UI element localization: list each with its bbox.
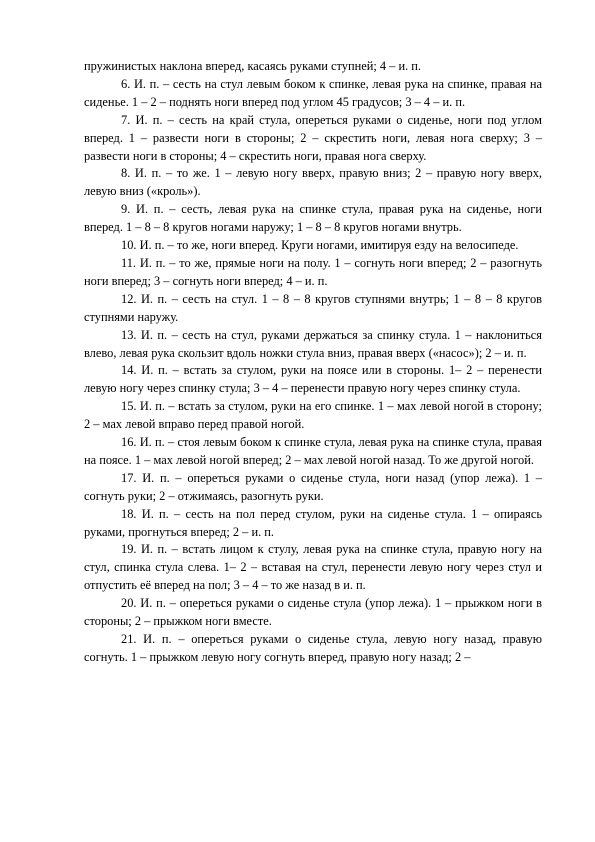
body-text [84, 58, 542, 667]
exercise-15: 15. И. п. – встать за стулом, руки на его спинке. 1 – мах левой ногой в сторону; 2 – мах левой вправо перед правой ногой. [84, 399, 542, 432]
exercise-12: 12. И. п. – сесть на стул. 1 – 8 – 8 кругов ступнями внутрь; 1 – 8 – 8 кругов ступнями наружу. [84, 291, 542, 324]
exercise-7: 7. И. п. – сесть на край стула, опереться руками о сиденье, ноги под углом вперед. 1 – развести ноги в стороны; 2 – скрестить ноги, левая нога сверху; 3 – развести ноги в стороны; 4 – скрестить ноги, правая нога сверху. [84, 112, 542, 163]
exercise-11: 11. И. п. – то же, прямые ноги на полу. 1 – согнуть ноги вперед; 2 – разогнуть ноги вперед; 3 – согнуть ноги вперед; 4 – и. п. [84, 255, 542, 288]
exercise-21: 21. И. п. – опереться руками о сиденье стула, левую ногу назад, правую согнуть. 1 – прыжком левую ногу согнуть вперед, правую ногу назад; 2 – [84, 632, 542, 664]
exercise-18: 18. И. п. – сесть на пол перед стулом, руки на сиденье стула. 1 – опираясь руками, прогнуться вперед; 2 – и. п. [84, 506, 542, 539]
exercise-19: 19. И. п. – встать лицом к стулу, левая рука на спинке стула, правую ногу на стул, спинка стула слева. 1– 2 – вставая на стул, перенести левую ногу через стул и отпустить её вперед на пол; 3 – 4 – то же назад в и. п. [84, 542, 542, 593]
exercise-14: 14. И. п. – встать за стулом, руки на поясе или в стороны. 1– 2 – перенести левую ногу через спинку стула; 3 – 4 – перенести правую ногу через спинку стула. [84, 363, 542, 396]
exercise-16: 16. И. п. – стоя левым боком к спинке стула, левая рука на спинке стула, правая на поясе. 1 – мах левой ногой вперед; 2 – мах левой ногой назад. То же другой ногой. [84, 435, 542, 467]
exercise-13: 13. И. п. – сесть на стул, руками держаться за спинку стула. 1 – наклониться влево, левая рука скользит вдоль ножки стула вниз, правая вверх («насос»); 2 – и. п. [84, 327, 542, 360]
exercise-9: 9. И. п. – сесть, левая рука на спинке стула, правая рука на сиденье, ноги вперед. 1 – 8 – 8 кругов ногами наружу; 1 – 8 – 8 кругов ногами внутрь. [84, 202, 542, 235]
exercise-10: 10. И. п. – то же, ноги вперед. Круги ногами, имитируя езду на велосипеде. [121, 238, 519, 253]
paragraph: пружинистых наклона вперед, касаясь руками ступней; 4 – и. п. [84, 59, 422, 73]
exercise-20: 20. И. п. – опереться руками о сиденье стула (упор лежа). 1 – прыжком ноги в стороны; 2 – прыжком ноги вместе. [84, 596, 542, 629]
exercise-8: 8. И. п. – то же. 1 – левую ногу вверх, правую вниз; 2 – правую ногу вверх, левую вниз («кроль»). [84, 166, 542, 199]
exercise-6: 6. И. п. – сесть на стул левым боком к спинке, левая рука на спинке, правая на сиденье. 1 – 2 – поднять ноги вперед под углом 45 градусов; 3 – 4 – и. п. [84, 76, 542, 109]
exercise-17: 17. И. п. – опереться руками о сиденье стула, ноги назад (упор лежа). 1 – согнуть руки; 2 – отжимаясь, разогнуть руки. [84, 470, 542, 503]
